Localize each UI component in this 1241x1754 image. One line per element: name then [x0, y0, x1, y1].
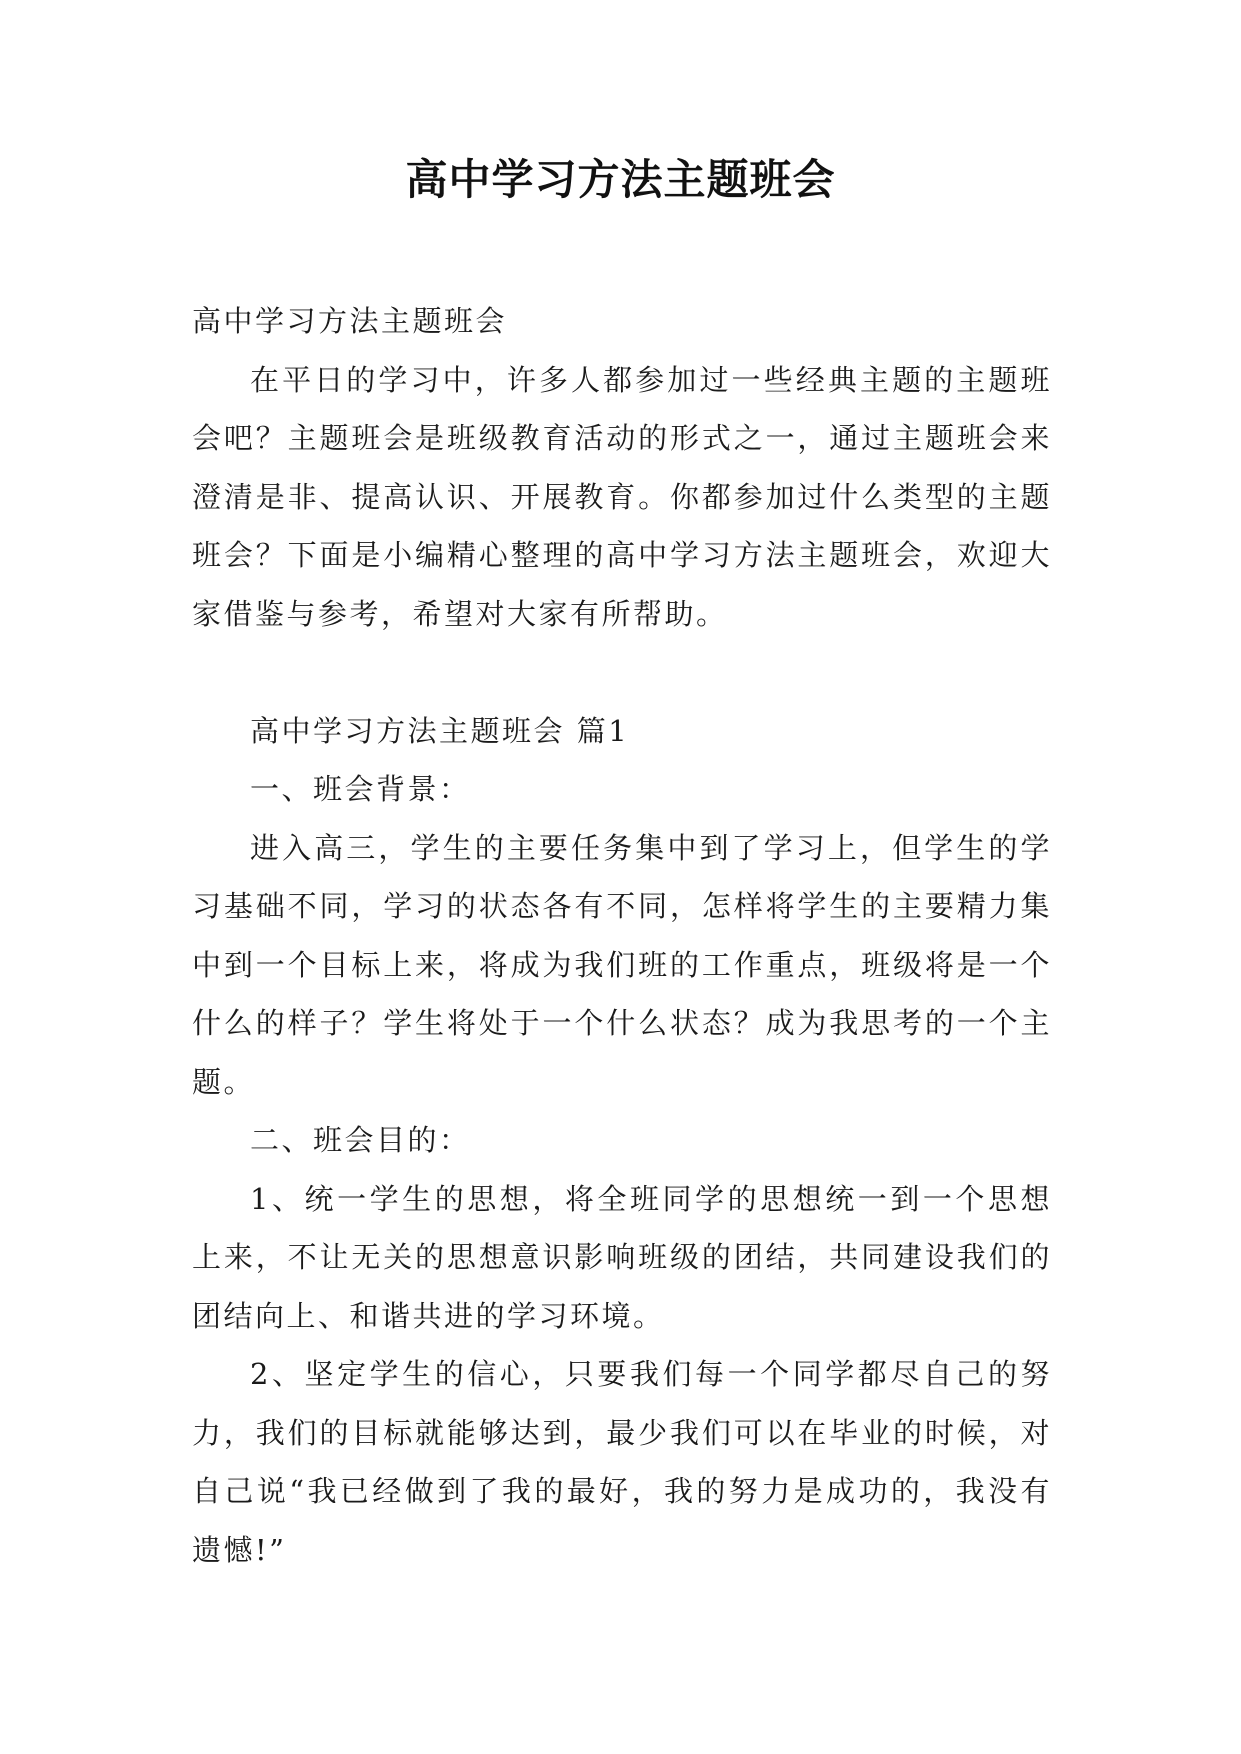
- purpose-heading: 二、班会目的：: [250, 1123, 471, 1157]
- purpose-item: 1、统一学生的思想，将全班同学的思想统一到一个思想上来，不让无关的思想意识影响班级的团结，共同建设我们的团结向上、和谐共进的学习环境。: [192, 1181, 1052, 1333]
- intro-paragraph: 在平日的学习中，许多人都参加过一些经典主题的主题班会吧？主题班会是班级教育活动的形式之一，通过主题班会来澄清是非、提高认识、开展教育。你都参加过什么类型的主题班会？下面是小编精心整理的高中学习方法主题班会，欢迎大家借鉴与参考，希望对大家有所帮助。: [192, 362, 1052, 631]
- section-heading: 高中学习方法主题班会 篇1: [250, 713, 630, 748]
- document-body: [192, 292, 1052, 1579]
- background-paragraph: 进入高三，学生的主要任务集中到了学习上，但学生的学习基础不同，学习的状态各有不同，怎样将学生的主要精力集中到一个目标上来，将成为我们班的工作重点，班级将是一个什么的样子？学生将处于一个什么状态？成为我思考的一个主题。: [192, 830, 1052, 1099]
- background-heading: 一、班会背景：: [250, 772, 471, 806]
- document-title: 高中学习方法主题班会: [405, 155, 836, 204]
- document-subtitle: 高中学习方法主题班会: [192, 304, 508, 338]
- purpose-item: 2、坚定学生的信心，只要我们每一个同学都尽自己的努力，我们的目标就能够达到，最少我们可以在毕业的时候，对自己说“我已经做到了我的最好，我的努力是成功的，我没有遗憾!”: [192, 1357, 1052, 1567]
